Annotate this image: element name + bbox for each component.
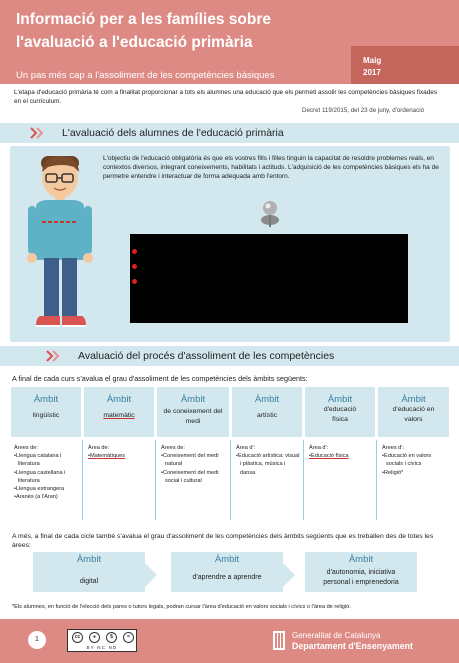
ambit-title: Àmbit bbox=[214, 554, 240, 565]
area-item: •Aranès (a l'Aran) bbox=[14, 494, 58, 501]
area-item: •Llengua catalana i literatura bbox=[14, 453, 62, 468]
person-icon: ● bbox=[89, 632, 100, 643]
area-item: •Educació en valors socials i cívics bbox=[382, 453, 432, 468]
student-illustration bbox=[22, 150, 102, 340]
areas-label: Àrees de: bbox=[14, 445, 38, 451]
ambit-name: d'educació física bbox=[323, 406, 357, 423]
ambit-areas-medi bbox=[161, 444, 227, 485]
ambit-card-digital bbox=[33, 552, 145, 592]
ambit-areas-fisica bbox=[309, 444, 373, 460]
column-divider bbox=[230, 440, 231, 520]
area-item: •Llengua castellana i literatura bbox=[14, 469, 66, 484]
arrow-right-icon bbox=[283, 563, 295, 587]
areas-label: Àrea d': bbox=[309, 445, 329, 451]
ambit-areas-matematic bbox=[88, 444, 152, 460]
ambit-card-aprendre bbox=[171, 552, 283, 592]
section-header-avaluacio bbox=[0, 123, 459, 143]
areas-label: Àrees de: bbox=[161, 445, 185, 451]
ambit-name: artístic bbox=[256, 412, 278, 419]
generalitat-name: Generalitat de Catalunya bbox=[292, 631, 381, 640]
header-banner bbox=[0, 0, 459, 84]
date-box bbox=[351, 46, 459, 84]
ambit-areas-artistic bbox=[236, 444, 300, 477]
intro-paragraph: L'etapa d'educació primària té com a finalitat proporcionar a tots els alumnes una educació que els permeti assolir les competències bàsiques fixades en el currículum. bbox=[14, 89, 438, 105]
area-item: •Religió* bbox=[382, 469, 404, 476]
no-derivatives-icon: = bbox=[123, 632, 134, 643]
ambit-title: Àmbit bbox=[180, 394, 206, 405]
ambit-areas-valors bbox=[382, 444, 448, 477]
section-title: L'avaluació dels alumnes de l'educació primària bbox=[62, 127, 284, 139]
column-divider bbox=[376, 440, 377, 520]
page-subtitle: Un pas més cap a l'assoliment de les competències bàsiques bbox=[16, 70, 275, 81]
chevron-right-icon bbox=[46, 350, 60, 362]
ambit-card-matematic bbox=[84, 387, 154, 437]
panel-body-text: L'objectiu de l'educació obligatòria és que els vostres fills i filles tinguin la capacitat de resoldre problemes reals, en contextos diversos, integrant coneixements, habilitats i actituds. L'adquisició de les competències bàsiques els ha de permetre entendre i interactuar de forma adequada amb l'entorn. bbox=[103, 155, 439, 180]
area-item: •Llengua estrangera bbox=[14, 486, 65, 493]
non-commercial-icon: $ bbox=[106, 632, 117, 643]
area-item: •Educació física bbox=[309, 453, 349, 460]
ambit-title: Àmbit bbox=[348, 554, 374, 565]
bullet-dot-icon bbox=[132, 249, 137, 254]
section-lead: A final de cada curs s'avalua el grau d'assoliment de les competències dels àmbits següents: bbox=[12, 374, 308, 383]
ambit-name: matemàtic bbox=[103, 412, 135, 419]
ambit-title: Àmbit bbox=[327, 394, 353, 405]
creative-commons-badge[interactable] bbox=[67, 629, 137, 652]
transversal-lead: A més, a final de cada cicle també s'avalua el grau d'assoliment de les competències dels àmbits següents que es treballen des de totes les àrees: bbox=[12, 533, 434, 549]
bullet-dot-icon bbox=[132, 279, 137, 284]
chevron-right-icon bbox=[30, 127, 44, 139]
footer-banner bbox=[0, 619, 459, 663]
footnote: *Els alumnes, en funció de l'elecció dels pares o tutors legals, podran cursar l'àrea d'educació en valors socials i cívics o l'àrea de religió. bbox=[12, 604, 351, 610]
ambit-name: d'educació en valors bbox=[392, 406, 435, 423]
area-item: •Coneixement del medi natural bbox=[161, 453, 219, 468]
arrow-right-icon bbox=[145, 563, 157, 587]
ambit-title: Àmbit bbox=[254, 394, 280, 405]
column-divider bbox=[82, 440, 83, 520]
ambit-title: Àmbit bbox=[76, 554, 102, 565]
page-title-line2: l'avaluació a l'educació primària bbox=[16, 34, 253, 51]
ambit-card-fisica bbox=[305, 387, 375, 437]
cc-tags: BY NC ND bbox=[86, 645, 118, 650]
bullet-dot-icon bbox=[132, 264, 137, 269]
department-name: Departament d'Ensenyament bbox=[292, 641, 413, 651]
ambit-title: Àmbit bbox=[401, 394, 426, 405]
generalitat-logo-icon bbox=[273, 631, 285, 650]
areas-label: Àrea d': bbox=[236, 445, 256, 451]
areas-label: Àrea de: bbox=[88, 445, 110, 451]
ambit-areas-linguistic bbox=[14, 444, 80, 501]
ambit-name: de coneixement del medi bbox=[163, 408, 223, 425]
redacted-block bbox=[130, 234, 408, 323]
area-item: •Matemàtiques bbox=[88, 453, 126, 460]
areas-label: Àrees d': bbox=[382, 445, 404, 451]
pushpin-icon bbox=[259, 198, 281, 232]
ambit-title: Àmbit bbox=[106, 394, 132, 405]
area-item: •Coneixement del medi social i cultural bbox=[161, 469, 219, 484]
column-divider bbox=[155, 440, 156, 520]
ambit-card-artistic bbox=[232, 387, 302, 437]
column-divider bbox=[303, 440, 304, 520]
ambit-card-medi bbox=[157, 387, 229, 437]
ambit-card-autonomia bbox=[305, 552, 417, 592]
area-item: •Educació artística: visual i plàstica, música i dansa bbox=[236, 453, 300, 476]
cc-icon: cc bbox=[72, 632, 83, 643]
ambit-name: d'autonomia, iniciativa personal i emprenedoria bbox=[323, 569, 399, 586]
date-label bbox=[363, 55, 393, 79]
ambit-card-linguistic bbox=[11, 387, 81, 437]
page-title-line1: Informació per a les famílies sobre bbox=[16, 11, 271, 28]
ambit-name: d'aprendre a aprendre bbox=[192, 574, 262, 581]
ambit-name: digital bbox=[79, 578, 99, 585]
date-year: 2017 bbox=[363, 68, 381, 77]
ambit-title: Àmbit bbox=[33, 394, 59, 405]
section-title: Avaluació del procés d'assoliment de les competències bbox=[78, 350, 335, 362]
date-month: Maig bbox=[363, 56, 382, 65]
page-number: 1 bbox=[28, 631, 46, 649]
ambit-name: lingüístic bbox=[32, 412, 60, 419]
section-header-proces bbox=[0, 346, 459, 366]
ambit-card-valors bbox=[378, 387, 449, 437]
decree-reference: Decret 119/2015, del 23 de juny, d'ordenació bbox=[302, 107, 425, 114]
